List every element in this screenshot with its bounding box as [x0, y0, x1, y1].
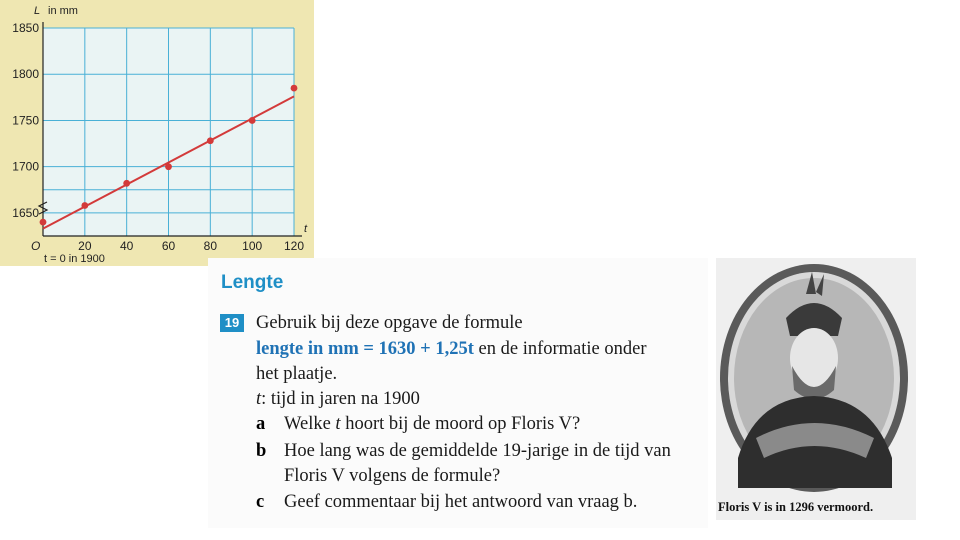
question-b-line-1: Hoe lang was de gemiddelde 19-jarige in de tijd van: [284, 441, 671, 461]
question-a-text-1: Welke: [284, 414, 336, 434]
exercise-block: [208, 258, 708, 528]
data-point: [249, 117, 256, 124]
question-a-variable: t: [335, 414, 341, 434]
exercise-intro-line-1: Gebruik bij deze opgave de formule: [256, 313, 523, 333]
x-axis-symbol: t: [304, 223, 308, 235]
question-c-label: c: [256, 492, 265, 512]
exercise-title: Lengte: [221, 272, 284, 293]
y-tick-label: 1750: [12, 113, 39, 128]
x-tick-label: 100: [242, 239, 263, 253]
exercise-intro-line-2: [256, 338, 647, 360]
intro-line-2-rest: en de informatie onder: [473, 339, 647, 359]
data-point: [165, 163, 172, 170]
x-tick-label: 40: [119, 239, 134, 253]
question-c: Geef commentaar bij het antwoord van vraag b.: [284, 492, 638, 512]
variable-symbol: t: [256, 389, 262, 409]
x-tick-label: 60: [161, 239, 176, 253]
y-tick-label: 1700: [12, 159, 39, 174]
variable-definition-text: : tijd in jaren na 1900: [261, 389, 420, 409]
x-axis-note: t = 0 in 1900: [44, 253, 105, 265]
y-tick-label: 1850: [12, 21, 39, 35]
x-tick-label: 20: [78, 239, 92, 253]
y-tick-label: 1800: [12, 67, 39, 82]
variable-definition: [256, 388, 420, 410]
y-tick-label: 1650: [12, 205, 39, 220]
portrait-engraving-image: [716, 258, 916, 520]
y-axis-unit: in mm: [48, 5, 78, 17]
question-b-line-2: Floris V volgens de formule?: [284, 466, 501, 486]
question-b-label: b: [256, 441, 267, 461]
line-chart-panel: [0, 0, 314, 266]
data-point: [81, 202, 88, 209]
question-a: [284, 413, 580, 435]
x-tick-label: 120: [283, 239, 305, 253]
line-chart: [0, 0, 314, 266]
data-point: [291, 85, 298, 92]
origin-label: O: [31, 239, 41, 253]
y-axis-symbol: L: [34, 5, 41, 17]
data-point: [207, 137, 214, 144]
portrait-image: [716, 258, 916, 520]
data-point: [40, 219, 47, 226]
x-tick-label: 80: [203, 239, 218, 253]
portrait-caption: Floris V is in 1296 vermoord.: [718, 500, 874, 514]
formula: lengte in mm = 1630 + 1,25t: [256, 339, 474, 359]
question-a-label: a: [256, 414, 266, 434]
exercise-intro-line-3: het plaatje.: [256, 364, 338, 384]
question-a-text-2: hoort bij de moord op Floris V?: [340, 414, 581, 434]
exercise-number-badge: 19: [220, 314, 244, 332]
data-point: [123, 180, 130, 187]
